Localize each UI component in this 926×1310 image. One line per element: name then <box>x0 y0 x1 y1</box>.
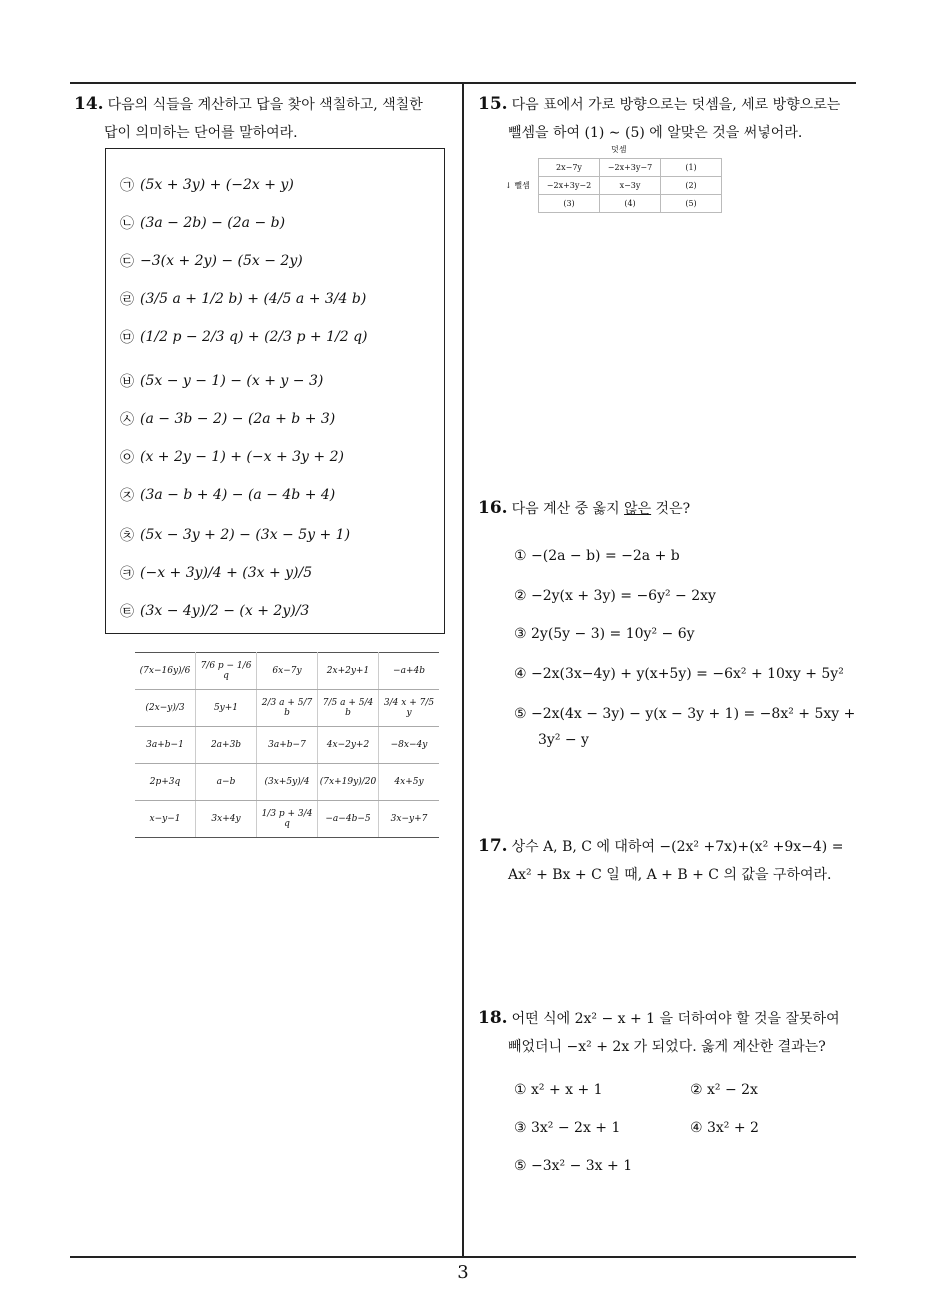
question-16 <box>478 494 863 523</box>
expression-item <box>120 485 335 505</box>
question-number: 14. <box>74 94 104 114</box>
page-number: 3 <box>457 1262 469 1283</box>
item-mark: ㉫ <box>120 604 134 620</box>
grid-cell[interactable]: −8x−4y <box>379 727 440 764</box>
table-cell: x−3y <box>600 177 661 195</box>
question-17 <box>478 832 863 889</box>
answer-option[interactable]: ④ 3x² + 2 <box>690 1120 759 1136</box>
expression-item <box>120 175 294 195</box>
q15-table <box>538 158 722 213</box>
grid-cell[interactable]: a−b <box>196 764 257 801</box>
question-text: 어떤 식에 2x² − x + 1 을 더하여야 할 것을 잘못하여 <box>511 1011 840 1027</box>
item-expression: (x + 2y − 1) + (−x + 3y + 2) <box>140 449 344 465</box>
table-cell: (2) <box>661 177 722 195</box>
question-text: 상수 A, B, C 에 대하여 −(2x² +7x)+(x² +9x−4) = <box>511 839 844 855</box>
item-expression: (3/5 a + 1/2 b) + (4/5 a + 3/4 b) <box>140 291 367 307</box>
item-expression: (1/2 p − 2/3 q) + (2/3 p + 1/2 q) <box>140 329 368 345</box>
grid-row <box>135 690 439 727</box>
question-number: 16. <box>478 498 508 518</box>
item-mark: ㉤ <box>120 330 134 346</box>
table-cell: (5) <box>661 195 722 213</box>
add-direction-label: 덧셈 <box>611 145 627 154</box>
grid-cell[interactable]: 2a+3b <box>196 727 257 764</box>
question-text: 다음 표에서 가로 방향으로는 덧셈을, 세로 방향으로는 <box>511 97 841 113</box>
grid-cell[interactable]: (7x+19y)/20 <box>318 764 379 801</box>
item-mark: ㉠ <box>120 178 134 194</box>
table-cell: −2x+3y−7 <box>600 159 661 177</box>
answer-option[interactable]: ① x² + x + 1 <box>514 1082 603 1098</box>
question-text: 다음 계산 중 옳지 <box>511 501 625 517</box>
expression-item <box>120 371 323 391</box>
expression-item <box>120 447 344 467</box>
grid-cell[interactable]: 3a+b−7 <box>257 727 318 764</box>
item-expression: (a − 3b − 2) − (2a + b + 3) <box>140 411 336 427</box>
expression-item <box>120 563 312 583</box>
answer-grid <box>135 652 439 838</box>
question-number: 15. <box>478 94 508 114</box>
grid-cell[interactable]: 4x−2y+2 <box>318 727 379 764</box>
question-text-end: 것은? <box>651 501 691 517</box>
grid-cell[interactable]: 4x+5y <box>379 764 440 801</box>
answer-option[interactable]: ⑤ −2x(4x − 3y) − y(x − 3y + 1) = −8x² + 5xy + <box>514 706 856 722</box>
question-text-cont: 답이 의미하는 단어를 말하여라. <box>104 125 298 141</box>
expression-item <box>120 601 309 621</box>
item-expression: −3(x + 2y) − (5x − 2y) <box>140 253 303 269</box>
item-expression: (5x + 3y) + (−2x + y) <box>140 177 294 193</box>
grid-cell[interactable]: 2x+2y+1 <box>318 653 379 690</box>
answer-option[interactable]: ② −2y(x + 3y) = −6y² − 2xy <box>514 588 716 604</box>
table-cell: 2x−7y <box>539 159 600 177</box>
grid-cell[interactable]: −a−4b−5 <box>318 801 379 838</box>
item-mark: ㉪ <box>120 566 134 582</box>
question-text: 다음의 식들을 계산하고 답을 찾아 색칠하고, 색칠한 <box>107 97 423 113</box>
expression-item <box>120 213 285 233</box>
answer-option[interactable]: ④ −2x(3x−4y) + y(x+5y) = −6x² + 10xy + 5y² <box>514 666 844 682</box>
expression-box <box>105 148 445 634</box>
question-text-cont: Ax² + Bx + C 일 때, A + B + C 의 값을 구하여라. <box>508 867 832 883</box>
grid-row <box>135 764 439 801</box>
answer-option[interactable]: ③ 3x² − 2x + 1 <box>514 1120 621 1136</box>
grid-cell[interactable]: 3a+b−1 <box>135 727 196 764</box>
bottom-rule <box>70 1256 856 1258</box>
column-divider <box>462 82 464 1258</box>
answer-option[interactable]: ⑤ −3x² − 3x + 1 <box>514 1158 633 1174</box>
table-cell: (1) <box>661 159 722 177</box>
expression-item <box>120 251 303 271</box>
table-cell: −2x+3y−2 <box>539 177 600 195</box>
grid-cell[interactable]: 2/3 a + 5/7 b <box>257 690 318 727</box>
question-15 <box>478 90 863 147</box>
item-mark: ㉨ <box>120 488 134 504</box>
grid-cell[interactable]: (7x−16y)/6 <box>135 653 196 690</box>
question-text-cont: 빼었더니 −x² + 2x 가 되었다. 옳게 계산한 결과는? <box>508 1039 826 1055</box>
item-expression: (3a − 2b) − (2a − b) <box>140 215 286 231</box>
item-expression: (3x − 4y)/2 − (x + 2y)/3 <box>140 603 310 619</box>
item-expression: (5x − y − 1) − (x + y − 3) <box>140 373 324 389</box>
table-row <box>539 177 722 195</box>
grid-cell[interactable]: 7/6 p − 1/6 q <box>196 653 257 690</box>
question-number: 18. <box>478 1008 508 1028</box>
item-mark: ㉥ <box>120 374 134 390</box>
question-14 <box>74 90 459 147</box>
expression-item <box>120 289 366 309</box>
grid-cell[interactable]: 2p+3q <box>135 764 196 801</box>
grid-row <box>135 653 439 690</box>
item-expression: (−x + 3y)/4 + (3x + y)/5 <box>140 565 313 581</box>
grid-cell[interactable]: 5y+1 <box>196 690 257 727</box>
grid-cell[interactable]: (2x−y)/3 <box>135 690 196 727</box>
grid-cell[interactable]: 6x−7y <box>257 653 318 690</box>
answer-option[interactable]: ② x² − 2x <box>690 1082 758 1098</box>
table-row <box>539 195 722 213</box>
item-mark: ㉧ <box>120 450 134 466</box>
expression-item <box>120 525 350 545</box>
underlined-word: 않은 <box>624 501 652 517</box>
item-expression: (5x − 3y + 2) − (3x − 5y + 1) <box>140 527 351 543</box>
item-mark: ㉡ <box>120 216 134 232</box>
question-18 <box>478 1004 863 1061</box>
item-mark: ㉦ <box>120 412 134 428</box>
item-mark: ㉢ <box>120 254 134 270</box>
grid-row <box>135 801 439 838</box>
grid-row <box>135 727 439 764</box>
answer-option[interactable]: ③ 2y(5y − 3) = 10y² − 6y <box>514 626 695 642</box>
grid-cell[interactable]: 7/5 a + 5/4 b <box>318 690 379 727</box>
item-mark: ㉩ <box>120 528 134 544</box>
question-number: 17. <box>478 836 508 856</box>
table-cell: (4) <box>600 195 661 213</box>
grid-cell[interactable]: −a+4b <box>379 653 440 690</box>
item-mark: ㉣ <box>120 292 134 308</box>
grid-cell[interactable]: 3x+4y <box>196 801 257 838</box>
expression-item <box>120 409 335 429</box>
table-cell: (3) <box>539 195 600 213</box>
subtract-direction-label: ↓ 뺄셈 <box>505 181 530 190</box>
expression-item <box>120 327 368 347</box>
grid-cell[interactable]: 1/3 p + 3/4 q <box>257 801 318 838</box>
answer-option[interactable]: 3y² − y <box>538 732 589 748</box>
table-row <box>539 159 722 177</box>
grid-cell[interactable]: 3x−y+7 <box>379 801 440 838</box>
answer-option[interactable]: ① −(2a − b) = −2a + b <box>514 548 680 564</box>
grid-cell[interactable]: (3x+5y)/4 <box>257 764 318 801</box>
question-text-cont: 뺄셈을 하여 (1) ∼ (5) 에 알맞은 것을 써넣어라. <box>508 125 803 141</box>
item-expression: (3a − b + 4) − (a − 4b + 4) <box>140 487 336 503</box>
grid-cell[interactable]: x−y−1 <box>135 801 196 838</box>
grid-cell[interactable]: 3/4 x + 7/5 y <box>379 690 440 727</box>
